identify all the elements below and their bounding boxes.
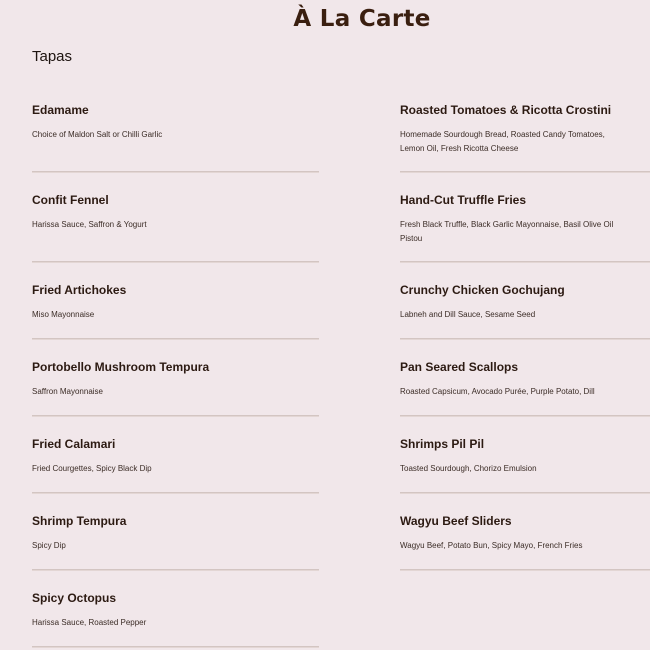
menu-item [32, 513, 319, 553]
menu-item [32, 192, 319, 232]
menu-item [400, 192, 650, 246]
divider [32, 338, 319, 340]
divider [400, 415, 650, 417]
menu-item [400, 282, 650, 322]
menu-item-description: Roasted Capsicum, Avocado Purée, Purple Potato, Dill [400, 387, 595, 396]
menu-item [32, 102, 319, 142]
menu-item-name: Fried Calamari [32, 437, 116, 451]
menu-item-name: Crunchy Chicken Gochujang [400, 283, 565, 297]
divider [400, 261, 650, 263]
menu-item-name: Confit Fennel [32, 193, 109, 207]
menu-item-name: Roasted Tomatoes & Ricotta Crostini [400, 103, 612, 117]
menu-item-description: Harissa Sauce, Saffron & Yogurt [32, 220, 147, 229]
menu-item-name: Pan Seared Scallops [400, 360, 519, 374]
menu-item [32, 590, 319, 630]
menu-item-description: Harissa Sauce, Roasted Pepper [32, 618, 147, 627]
menu-item-name: Shrimps Pil Pil [400, 437, 485, 451]
menu-item [400, 513, 650, 553]
menu-item-description: Miso Mayonnaise [32, 310, 95, 319]
menu-item-description: Fried Courgettes, Spicy Black Dip [32, 464, 152, 473]
menu-item-description: Spicy Dip [32, 541, 66, 550]
menu-item [400, 102, 650, 156]
menu-item [32, 359, 319, 399]
divider [400, 492, 650, 494]
menu-item-name: Portobello Mushroom Tempura [32, 360, 210, 374]
menu-item [32, 436, 319, 476]
divider [32, 171, 319, 173]
menu-item-name: Shrimp Tempura [32, 514, 127, 528]
menu-item-name: Wagyu Beef Sliders [400, 514, 512, 528]
menu-item-description: Fresh Black Truffle, Black Garlic Mayonnaise, Basil Olive Oil Pistou [400, 220, 614, 243]
divider [32, 492, 319, 494]
divider [400, 569, 650, 571]
menu-item [400, 436, 650, 476]
menu-item [400, 359, 650, 399]
divider [32, 569, 319, 571]
section-heading-tapas: Tapas [32, 48, 73, 65]
page-title: À La Carte [293, 6, 431, 32]
menu-item-description: Homemade Sourdough Bread, Roasted Candy Tomatoes, Lemon Oil, Fresh Ricotta Cheese [400, 130, 605, 153]
divider [32, 261, 319, 263]
menu-item-description: Wagyu Beef, Potato Bun, Spicy Mayo, French Fries [400, 541, 583, 550]
menu-item-description: Toasted Sourdough, Chorizo Emulsion [400, 464, 537, 473]
menu-item-description: Choice of Maldon Salt or Chilli Garlic [32, 130, 163, 139]
divider [400, 171, 650, 173]
menu-item-name: Spicy Octopus [32, 591, 117, 605]
menu-item-description: Saffron Mayonnaise [32, 387, 104, 396]
menu-item [32, 282, 319, 322]
menu-item-name: Edamame [32, 103, 89, 117]
divider [32, 646, 319, 648]
menu-item-name: Fried Artichokes [32, 283, 127, 297]
divider [400, 338, 650, 340]
divider [32, 415, 319, 417]
menu-item-description: Labneh and Dill Sauce, Sesame Seed [400, 310, 536, 319]
menu-item-name: Hand-Cut Truffle Fries [400, 193, 527, 207]
